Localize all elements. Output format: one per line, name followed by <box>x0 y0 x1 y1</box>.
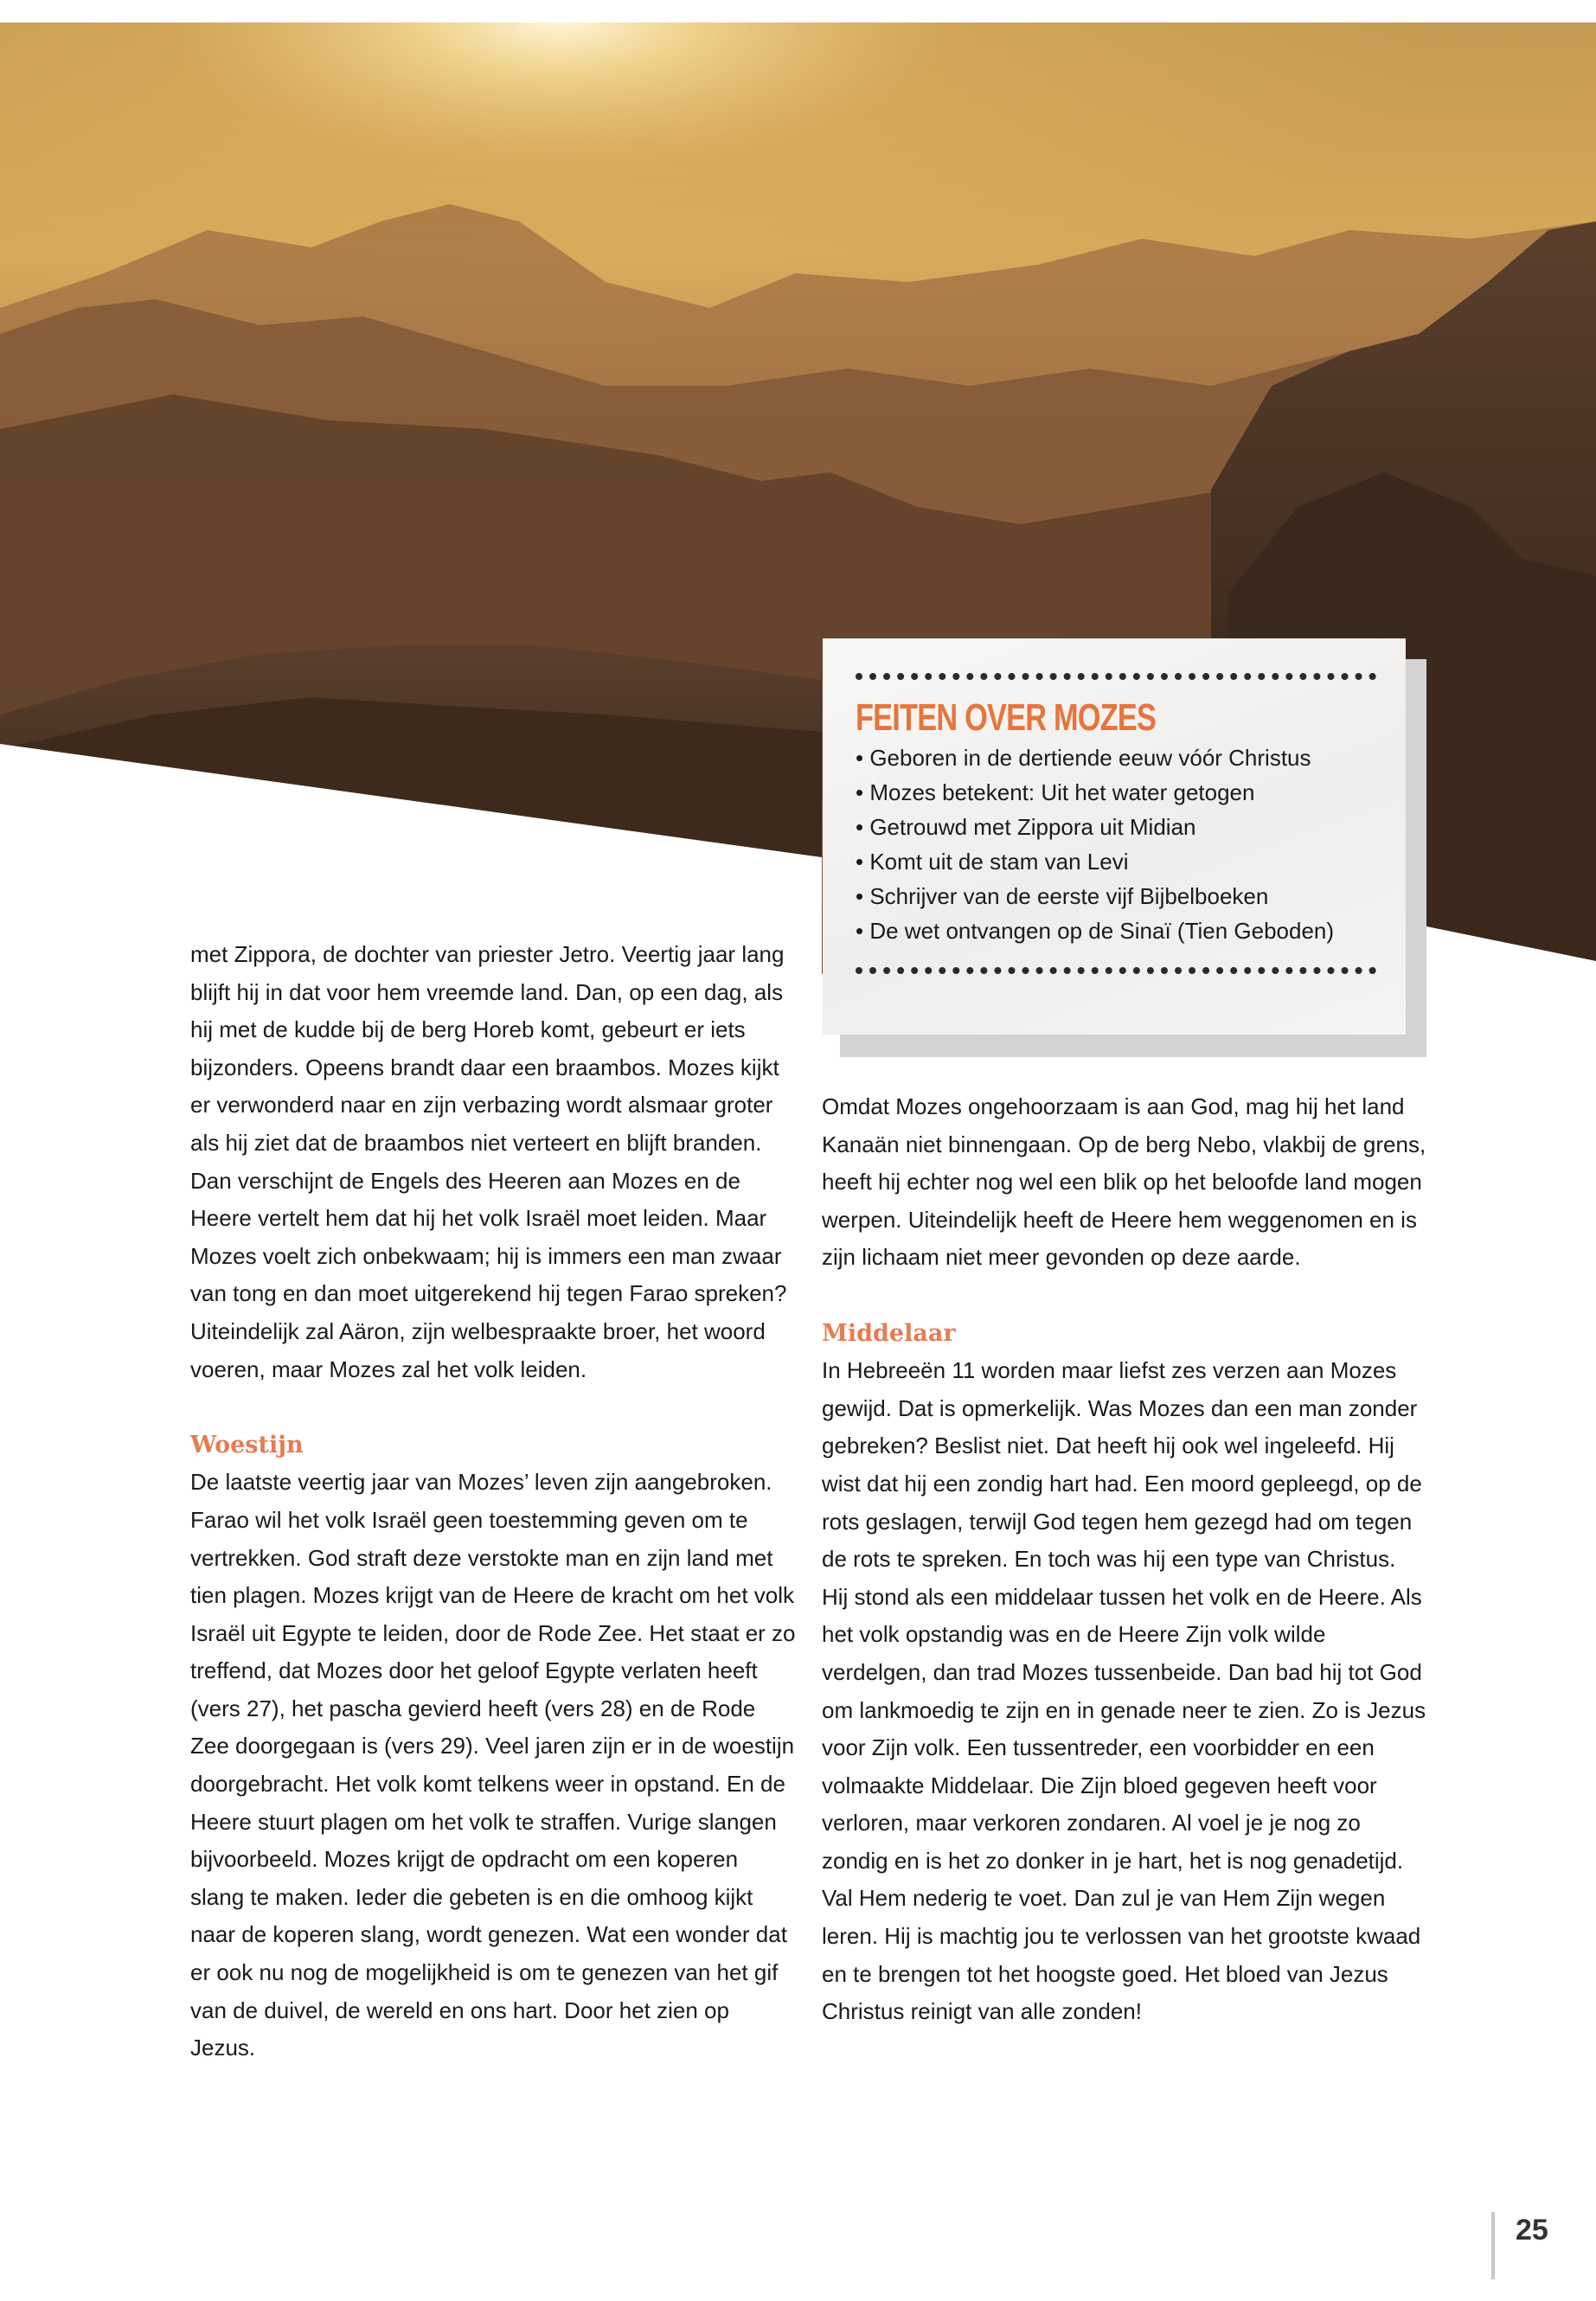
fact-item: • Komt uit de stam van Levi <box>856 844 1376 879</box>
facts-box-title: FEITEN OVER MOZES <box>856 696 1157 739</box>
fact-item: • Geboren in de dertiende eeuw vóór Christus <box>856 740 1376 775</box>
body-paragraph: met Zippora, de dochter van priester Jetro. Veertig jaar lang blijft hij in dat voor hem vreemde land. Dan, op een dag, als hij met de kudde bij de berg Horeb komt, gebeurt er iets bijzonders. Opeens brandt daar een braambos. Mozes kijkt er verwonderd naar en zijn verbazing wordt alsmaar groter als hij ziet dat de braambos niet verteert en blijft branden. Dan verschijnt de Engels des Heeren aan Mozes en de Heere vertelt hem dat hij het volk Israël moet leiden. Maar Mozes voelt zich onbekwaam; hij is immers een man zwaar van tong en dan moet uitgerekend hij tegen Farao spreken? Uiteindelijk zal Aäron, zijn welbespraakte broer, het woord voeren, maar Mozes zal het volk leiden. <box>190 941 787 1382</box>
left-column <box>190 936 796 2067</box>
right-column <box>822 1088 1427 2031</box>
fact-item: • Schrijver van de eerste vijf Bijbelboeken <box>856 879 1376 913</box>
body-paragraph: Omdat Mozes ongehoorzaam is aan God, mag hij het land Kanaän niet binnengaan. Op de berg Nebo, vlakbij de grens, heeft hij echter nog wel een blik op het beloofde land mogen werpen. Uiteindelijk heeft de Heere hem weggenomen en is zijn lichaam niet meer gevonden op deze aarde. <box>822 1093 1426 1271</box>
facts-list <box>856 740 1376 948</box>
dotted-divider-top <box>856 673 1376 680</box>
dotted-divider-bottom <box>856 967 1376 974</box>
facts-box <box>823 638 1406 1035</box>
section-heading-middelaar: Middelaar <box>822 1319 956 1347</box>
fact-item: • De wet ontvangen op de Sinaï (Tien Geboden) <box>856 913 1376 948</box>
fact-item: • Mozes betekent: Uit het water getogen <box>856 775 1376 810</box>
body-paragraph: In Hebreeën 11 worden maar liefst zes verzen aan Mozes gewijd. Dat is opmerkelijk. Was Mozes dan een man zonder gebreken? Beslist niet. Dat heeft hij ook wel ingeleefd. Hij wist dat hij een zondig hart had. Een moord gepleegd, op de rots geslagen, terwijl God tegen hem gezegd had om tegen de rots te spreken. En toch was hij een type van Christus. Hij stond als een middelaar tussen het volk en de Heere. Als het volk opstandig was en de Heere Zijn volk wilde verdelgen, dan trad Mozes tussenbeide. Dan bad hij tot God om lankmoedig te zijn en in genade neer te zien. Zo is Jezus voor Zijn volk. Een tussentreder, een voorbidder en een volmaakte Middelaar. Die Zijn bloed gegeven heeft voor verloren, maar verkoren zondaren. Al voel je je nog zo zondig en is het zo donker in je hart, het is nog genadetijd. Val Hem nederig te voet. Dan zul je van Hem Zijn wegen leren. Hij is machtig jou te verlossen van het grootste kwaad en te brengen tot het hoogste goed. Het bloed van Jezus Christus reinigt van alle zonden! <box>822 1357 1426 2025</box>
body-paragraph: De laatste veertig jaar van Mozes’ leven zijn aangebroken. Farao wil het volk Israël geen toestemming geven om te vertrekken. God straft deze verstokte man en zijn land met tien plagen. Mozes krijgt van de Heere de kracht om het volk Israël uit Egypte te leiden, door de Rode Zee. Het staat er zo treffend, dat Mozes door het geloof Egypte verlaten heeft (vers 27), het pascha gevierd heeft (vers 28) en de Rode Zee doorgegaan is (vers 29). Veel jaren zijn er in de woestijn doorgebracht. Het volk komt telkens weer in opstand. En de Heere stuurt plagen om het volk te straffen. Vurige slangen bijvoorbeeld. Mozes krijgt de opdracht om een koperen slang te maken. Ieder die gebeten is en die omhoog kijkt naar de koperen slang, wordt genezen. Wat een wonder dat er ook nu nog de mogelijkheid is om te genezen van het gif van de duivel, de wereld en ons hart. Door het zien op Jezus. <box>190 1469 796 2061</box>
page-number: 25 <box>1516 2214 1548 2247</box>
page-number-divider <box>1491 2212 1495 2279</box>
fact-item: • Getrouwd met Zippora uit Midian <box>856 810 1376 844</box>
section-heading-woestijn: Woestijn <box>190 1431 304 1458</box>
